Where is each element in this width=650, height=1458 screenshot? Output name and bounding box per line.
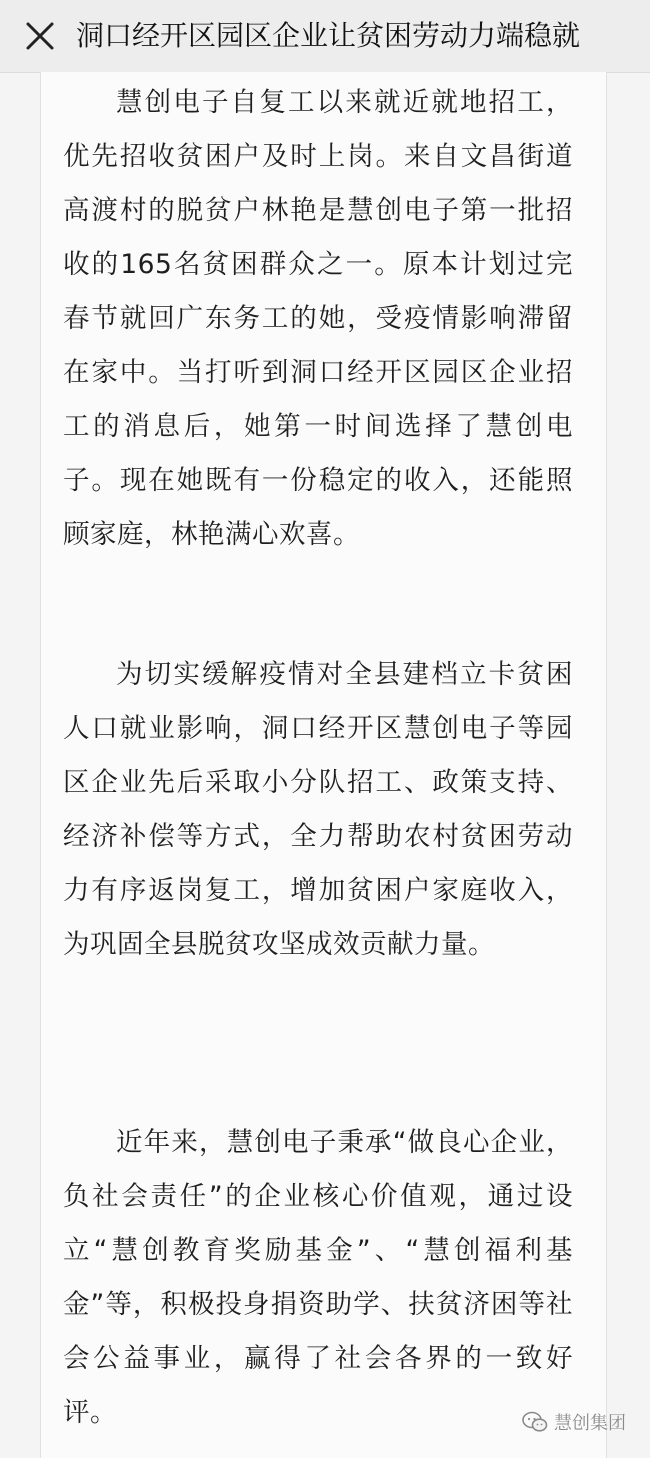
- article-paragraph-2: 为切实缓解疫情对全县建档立卡贫困人口就业影响，洞口经开区慧创电子等园区企业先后采取小分队招工、政策支持、经济补偿等方式，全力帮助农村贫困劳动力有序返岗复工，增加贫困户家庭收入，为巩固全县脱贫攻坚成效贡献力量。: [63, 659, 573, 960]
- article-paragraph-3: 近年来，慧创电子秉承“做良心企业，负社会责任”的企业核心价值观，通过设立“慧创教育奖励基金”、“慧创福利基金”等，积极投身捐资助学、扶贫济困等社会公益事业，赢得了社会各界的一致好评。: [63, 1127, 573, 1428]
- article-body: [40, 72, 607, 1458]
- top-bar: [0, 0, 650, 73]
- watermark-text: 慧创集团: [554, 1413, 626, 1434]
- page-title: 洞口经开区园区企业让贫困劳动力端稳就: [76, 19, 581, 52]
- article-paragraph-1: 慧创电子自复工以来就近就地招工，优先招收贫困户及时上岗。来自文昌街道高渡村的脱贫户林艳是慧创电子第一批招收的165名贫困群众之一。原本计划过完春节就回广东务工的她，受疫情影响滞留在家中。当打听到洞口经开区园区企业招工的消息后，她第一时间选择了慧创电子。现在她既有一份稳定的收入，还能照顾家庭，林艳满心欢喜。: [63, 87, 573, 550]
- close-icon: [18, 14, 62, 58]
- wechat-icon: [522, 1411, 548, 1433]
- close-button[interactable]: [18, 14, 62, 58]
- watermark: [522, 1408, 626, 1436]
